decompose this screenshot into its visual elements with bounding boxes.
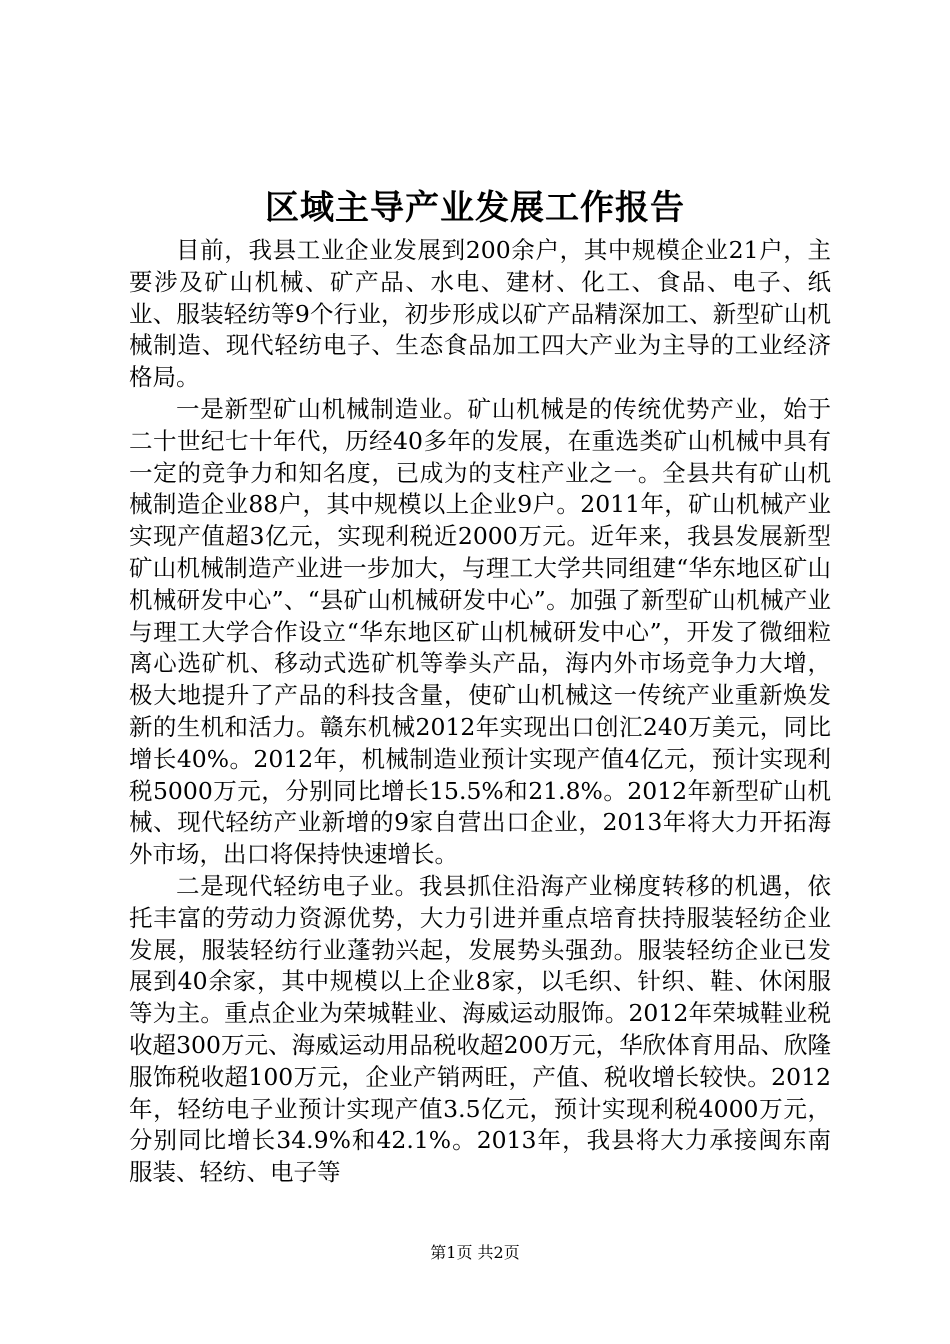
document-title: 区域主导产业发展工作报告 — [265, 188, 685, 228]
paragraph-mining-machinery: 一是新型矿山机械制造业。矿山机械是的传统优势产业，始于二十世纪七十年代，历经40多年的发展，在重选类矿山机械中具有一定的竞争力和知名度，已成为的支柱产业之一。全县共有矿山机械制造企业88户，其中规模以上企业9户。2011年，矿山机械产业实现产值超3亿元，实现利税近2000万元。近年来，我县发展新型矿山机械制造产业进一步加大，与理工大学共同组建“华东地区矿山机械研发中心”、“县矿山机械研发中心”。加强了新型矿山机械产业与理工大学合作设立“华东地区矿山机械研发中心”，开发了微细粒离心选矿机、移动式选矿机等拳头产品，海内外市场竞争力大增，极大地提升了产品的科技含量，使矿山机械这一传统产业重新焕发新的生机和活力。赣东机械2012年实现出口创汇240万美元，同比增长40%。2012年，机械制造业预计实现产值4亿元，预计实现利税5000万元，分别同比增长15.5%和21.8%。2012年新型矿山机械、现代轻纺产业新增的9家自营出口企业，2013年将大力开拓海外市场，出口将保持快速增长。 — [129, 394, 831, 869]
paragraph-textile-electronics: 二是现代轻纺电子业。我县抓住沿海产业梯度转移的机遇，依托丰富的劳动力资源优势，大力引进并重点培育扶持服装轻纺企业发展，服装轻纺行业蓬勃兴起，发展势头强劲。服装轻纺企业已发展到40余家，其中规模以上企业8家，以毛织、针织、鞋、休闲服等为主。重点企业为荣城鞋业、海威运动服饰。2012年荣城鞋业税收超300万元、海威运动用品税收超200万元，华欣体育用品、欣隆服饰税收超100万元，企业产销两旺，产值、税收增长较快。2012年，轻纺电子业预计实现产值3.5亿元，预计实现利税4000万元，分别同比增长34.9%和42.1%。2013年，我县将大力承接闽东南服装、轻纺、电子等 — [129, 871, 831, 1187]
page-footer: 第1页 共2页 — [430, 1243, 520, 1262]
document-body — [129, 235, 831, 1189]
paragraph-intro: 目前，我县工业企业发展到200余户，其中规模企业21户，主要涉及矿山机械、矿产品、水电、建材、化工、食品、电子、纸业、服装轻纺等9个行业，初步形成以矿产品精深加工、新型矿山机械制造、现代轻纺电子、生态食品加工四大产业为主导的工业经济格局。 — [129, 236, 831, 392]
